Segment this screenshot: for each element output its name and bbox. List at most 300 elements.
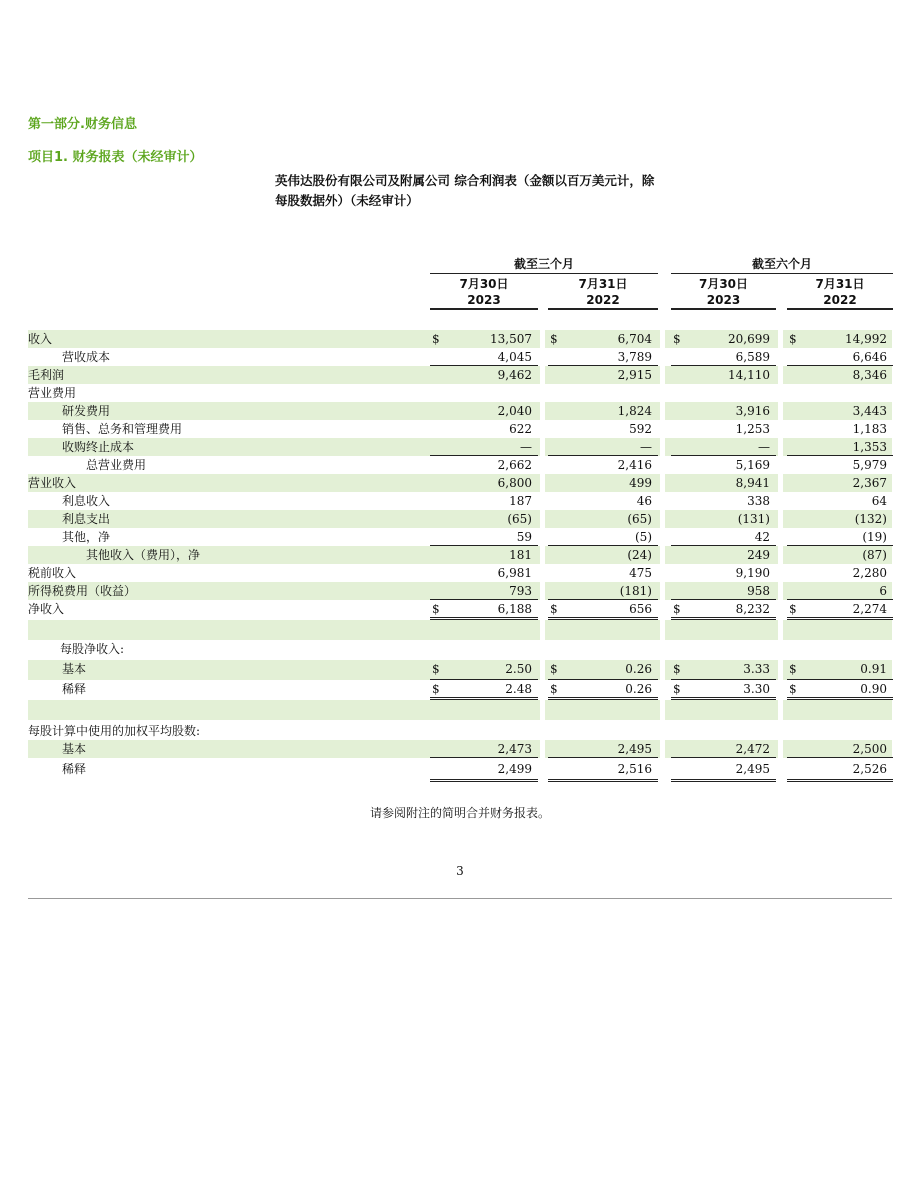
table-row — [28, 640, 892, 660]
value: 3.30 — [743, 682, 770, 696]
value-cell — [548, 722, 658, 740]
column-gap — [540, 564, 545, 582]
row-label: 营业费用 — [28, 386, 77, 400]
value: 9,462 — [497, 368, 532, 382]
value-cell — [671, 546, 776, 564]
row-label: 毛利润 — [28, 368, 65, 382]
value-cell — [430, 348, 538, 366]
value-cell — [787, 546, 893, 564]
column-header-year: 2022 — [586, 293, 620, 307]
value: 2,495 — [617, 742, 652, 756]
value-cell — [787, 510, 893, 528]
table-row — [28, 620, 892, 640]
value: — — [640, 440, 652, 454]
column-gap — [778, 420, 783, 438]
row-label: 总营业费用 — [86, 458, 147, 472]
value: 187 — [509, 494, 532, 508]
value-cell — [671, 366, 776, 384]
value-cell — [548, 330, 658, 348]
value-cell — [430, 474, 538, 492]
row-label: 其他收入（费用），净 — [86, 548, 201, 562]
column-gap — [540, 402, 545, 420]
column-gap — [540, 660, 545, 680]
value-cell — [548, 620, 658, 640]
value: 8,232 — [735, 602, 770, 616]
column-gap — [778, 492, 783, 510]
column-gap — [660, 456, 665, 474]
column-gap — [660, 420, 665, 438]
value-cell — [548, 528, 658, 546]
column-gap — [778, 600, 783, 620]
row-label: 每股计算中使用的加权平均股数: — [28, 724, 201, 738]
value-cell — [548, 660, 658, 680]
column-gap — [778, 330, 783, 348]
value-cell — [548, 740, 658, 758]
value-cell — [787, 760, 893, 782]
value: 8,941 — [735, 476, 770, 490]
value-cell — [787, 492, 893, 510]
column-gap — [540, 492, 545, 510]
value: — — [758, 440, 770, 454]
currency-symbol: $ — [673, 662, 681, 676]
column-gap — [540, 366, 545, 384]
value-cell — [787, 420, 893, 438]
value: 13,507 — [490, 332, 532, 346]
value-cell — [548, 402, 658, 420]
currency-symbol: $ — [550, 332, 558, 346]
row-label: 收购终止成本 — [62, 440, 135, 454]
value: 2,367 — [852, 476, 887, 490]
row-label: 稀释 — [62, 762, 87, 776]
value-cell — [548, 366, 658, 384]
value: (87) — [862, 548, 887, 562]
column-gap — [778, 620, 783, 640]
value: 2,280 — [852, 566, 887, 580]
column-gap — [660, 722, 665, 740]
value-cell — [787, 564, 893, 582]
value: 14,992 — [845, 332, 887, 346]
value-cell — [787, 620, 893, 640]
column-gap — [778, 474, 783, 492]
table-row — [28, 510, 892, 528]
column-gap — [660, 564, 665, 582]
value-cell — [430, 680, 538, 700]
value-cell — [548, 348, 658, 366]
row-label: 净收入 — [28, 602, 65, 616]
value: — — [520, 440, 532, 454]
currency-symbol: $ — [432, 332, 440, 346]
column-gap — [660, 760, 665, 782]
value-cell — [671, 700, 776, 720]
part-title: 第一部分.财务信息 — [28, 117, 137, 132]
column-gap — [660, 474, 665, 492]
value-cell — [548, 474, 658, 492]
value: (19) — [862, 530, 887, 544]
table-row — [28, 420, 892, 438]
value: 6,646 — [852, 350, 887, 364]
column-gap — [540, 700, 545, 720]
value-cell — [548, 564, 658, 582]
value-cell — [548, 582, 658, 600]
table-row — [28, 366, 892, 384]
value-cell — [787, 384, 893, 402]
value-cell — [671, 760, 776, 782]
value: 6,704 — [617, 332, 652, 346]
currency-symbol: $ — [432, 662, 440, 676]
value-cell — [787, 528, 893, 546]
value-cell — [787, 660, 893, 680]
column-gap — [660, 660, 665, 680]
value: 1,183 — [852, 422, 887, 436]
value-cell — [548, 640, 658, 660]
column-header — [548, 276, 658, 310]
value-cell — [671, 348, 776, 366]
value: 2,516 — [617, 762, 652, 776]
value: 1,824 — [617, 404, 652, 418]
value-cell — [787, 700, 893, 720]
value-cell — [671, 680, 776, 700]
value-cell — [430, 420, 538, 438]
row-label: 利息支出 — [62, 512, 111, 526]
value: 5,169 — [735, 458, 770, 472]
value: 9,190 — [735, 566, 770, 580]
value: 3,789 — [617, 350, 652, 364]
column-gap — [778, 510, 783, 528]
column-gap — [778, 640, 783, 660]
value: 2,915 — [617, 368, 652, 382]
item-title: 项目1. 财务报表（未经审计） — [28, 150, 203, 165]
row-label: 收入 — [28, 332, 53, 346]
table-row — [28, 680, 892, 700]
currency-symbol: $ — [673, 682, 681, 696]
column-gap — [778, 348, 783, 366]
value: 2.48 — [505, 682, 532, 696]
value-cell — [430, 330, 538, 348]
value: 2,662 — [497, 458, 532, 472]
page-number: 3 — [456, 864, 464, 878]
value-cell — [430, 582, 538, 600]
column-gap — [660, 620, 665, 640]
column-gap — [778, 456, 783, 474]
value: 1,253 — [735, 422, 770, 436]
value: 3.33 — [743, 662, 770, 676]
value: 2,473 — [497, 742, 532, 756]
value: (131) — [737, 512, 770, 526]
value-cell — [787, 348, 893, 366]
value: 4,045 — [497, 350, 532, 364]
column-gap — [660, 546, 665, 564]
value: (181) — [619, 584, 652, 598]
page-divider — [28, 898, 892, 899]
table-row — [28, 722, 892, 740]
column-gap — [778, 384, 783, 402]
table-row — [28, 402, 892, 420]
column-gap — [540, 740, 545, 758]
value-cell — [430, 564, 538, 582]
value-cell — [671, 660, 776, 680]
row-label: 其他，净 — [62, 530, 111, 544]
value: 64 — [871, 494, 887, 508]
row-label: 研发费用 — [62, 404, 111, 418]
value-cell — [671, 330, 776, 348]
table-row — [28, 740, 892, 758]
value: 6,589 — [735, 350, 770, 364]
value: 2,416 — [617, 458, 652, 472]
value: 622 — [509, 422, 532, 436]
value-cell — [671, 528, 776, 546]
column-gap — [778, 700, 783, 720]
value-cell — [430, 366, 538, 384]
value-cell — [671, 740, 776, 758]
value-cell — [787, 330, 893, 348]
value-cell — [671, 492, 776, 510]
value-cell — [671, 474, 776, 492]
footnote: 请参阅附注的简明合并财务报表。 — [369, 806, 550, 820]
value: 8,346 — [852, 368, 887, 382]
column-header-date: 7月31日 — [578, 277, 628, 291]
column-gap — [540, 456, 545, 474]
value: 2.50 — [505, 662, 532, 676]
row-label: 所得税费用（收益） — [28, 584, 137, 598]
value: 59 — [516, 530, 532, 544]
value-cell — [671, 510, 776, 528]
value-cell — [787, 402, 893, 420]
currency-symbol: $ — [789, 662, 797, 676]
currency-symbol: $ — [432, 602, 440, 616]
value: 2,499 — [497, 762, 532, 776]
column-gap — [778, 528, 783, 546]
value-cell — [430, 384, 538, 402]
table-row — [28, 384, 892, 402]
table-row — [28, 456, 892, 474]
value-cell — [430, 740, 538, 758]
value: 3,916 — [735, 404, 770, 418]
column-gap — [660, 700, 665, 720]
value: 5,979 — [852, 458, 887, 472]
column-gap — [660, 438, 665, 456]
value-cell — [430, 620, 538, 640]
value: 46 — [636, 494, 652, 508]
value-cell — [671, 402, 776, 420]
value: (24) — [627, 548, 652, 562]
value: (65) — [627, 512, 652, 526]
value: 0.26 — [625, 662, 652, 676]
column-gap — [660, 366, 665, 384]
currency-symbol: $ — [550, 682, 558, 696]
value-cell — [548, 456, 658, 474]
column-gap — [660, 384, 665, 402]
column-gap — [778, 402, 783, 420]
column-header — [787, 276, 893, 310]
column-gap — [660, 348, 665, 366]
value-cell — [430, 510, 538, 528]
row-label: 每股净收入: — [60, 642, 125, 656]
table-row — [28, 492, 892, 510]
currency-symbol: $ — [789, 602, 797, 616]
value: 20,699 — [728, 332, 770, 346]
value-cell — [430, 528, 538, 546]
value-cell — [671, 620, 776, 640]
value: 656 — [629, 602, 652, 616]
group-header-six-months: 截至六个月 — [671, 257, 893, 274]
column-header — [430, 276, 538, 310]
column-gap — [660, 640, 665, 660]
column-gap — [660, 740, 665, 758]
value-cell — [787, 366, 893, 384]
column-gap — [540, 582, 545, 600]
value-cell — [430, 402, 538, 420]
row-label: 营业收入 — [28, 476, 77, 490]
value-cell — [548, 680, 658, 700]
column-gap — [540, 760, 545, 782]
value-cell — [548, 510, 658, 528]
table-row — [28, 528, 892, 546]
column-gap — [660, 492, 665, 510]
value-cell — [787, 680, 893, 700]
value-cell — [430, 722, 538, 740]
table-row — [28, 546, 892, 564]
row-label: 基本 — [62, 742, 87, 756]
column-gap — [778, 564, 783, 582]
table-row — [28, 600, 892, 620]
value: 338 — [747, 494, 770, 508]
value: 1,353 — [852, 440, 887, 454]
value-cell — [430, 456, 538, 474]
row-label: 税前收入 — [28, 566, 77, 580]
value: 6,800 — [497, 476, 532, 490]
column-gap — [660, 510, 665, 528]
value-cell — [671, 420, 776, 438]
column-gap — [540, 640, 545, 660]
currency-symbol: $ — [432, 682, 440, 696]
value: 0.91 — [860, 662, 887, 676]
column-gap — [660, 402, 665, 420]
row-label: 基本 — [62, 662, 87, 676]
column-gap — [778, 438, 783, 456]
value: (5) — [635, 530, 652, 544]
column-gap — [778, 760, 783, 782]
column-gap — [540, 722, 545, 740]
column-gap — [660, 528, 665, 546]
column-gap — [540, 384, 545, 402]
column-gap — [540, 510, 545, 528]
column-gap — [660, 582, 665, 600]
value: 42 — [754, 530, 770, 544]
value-cell — [671, 456, 776, 474]
value-cell — [671, 582, 776, 600]
row-label: 营收成本 — [62, 350, 111, 364]
value: 2,526 — [852, 762, 887, 776]
value: (132) — [854, 512, 887, 526]
column-gap — [778, 582, 783, 600]
row-label: 利息收入 — [62, 494, 111, 508]
value-cell — [671, 384, 776, 402]
value: 181 — [509, 548, 532, 562]
statement-title: 英伟达股份有限公司及附属公司 综合利润表（金额以百万美元计，除每股数据外）（未经审计） — [275, 173, 655, 208]
column-gap — [540, 528, 545, 546]
table-row — [28, 438, 892, 456]
currency-symbol: $ — [789, 682, 797, 696]
column-gap — [778, 722, 783, 740]
value: 6,981 — [497, 566, 532, 580]
value-cell — [548, 700, 658, 720]
column-header-year: 2022 — [823, 293, 857, 307]
value-cell — [787, 722, 893, 740]
column-gap — [778, 546, 783, 564]
value-cell — [787, 438, 893, 456]
value-cell — [787, 600, 893, 620]
column-header-year: 2023 — [467, 293, 501, 307]
column-gap — [540, 546, 545, 564]
table-row — [28, 330, 892, 348]
column-gap — [540, 600, 545, 620]
value-cell — [430, 660, 538, 680]
table-row — [28, 660, 892, 680]
column-gap — [540, 474, 545, 492]
value: 2,040 — [497, 404, 532, 418]
value: 0.26 — [625, 682, 652, 696]
value-cell — [671, 600, 776, 620]
value-cell — [430, 600, 538, 620]
value: 6 — [879, 584, 887, 598]
value-cell — [430, 640, 538, 660]
currency-symbol: $ — [673, 332, 681, 346]
column-gap — [540, 438, 545, 456]
value: 2,495 — [735, 762, 770, 776]
value-cell — [430, 700, 538, 720]
column-gap — [778, 680, 783, 700]
value-cell — [430, 492, 538, 510]
value-cell — [548, 546, 658, 564]
table-row — [28, 564, 892, 582]
value-cell — [787, 474, 893, 492]
value-cell — [548, 600, 658, 620]
table-row — [28, 474, 892, 492]
table-row — [28, 348, 892, 366]
value: 793 — [509, 584, 532, 598]
value-cell — [548, 438, 658, 456]
column-header-date: 7月30日 — [459, 277, 509, 291]
column-header-date: 7月31日 — [815, 277, 865, 291]
column-gap — [778, 366, 783, 384]
column-header-year: 2023 — [706, 293, 741, 307]
column-gap — [540, 348, 545, 366]
value: (65) — [507, 512, 532, 526]
value: 499 — [629, 476, 652, 490]
value: 475 — [629, 566, 652, 580]
column-gap — [660, 680, 665, 700]
value-cell — [787, 456, 893, 474]
table-row — [28, 760, 892, 782]
column-header-date: 7月30日 — [698, 277, 749, 291]
value-cell — [548, 760, 658, 782]
value-cell — [548, 492, 658, 510]
value-cell — [671, 564, 776, 582]
value-cell — [430, 438, 538, 456]
table-row — [28, 582, 892, 600]
value: 958 — [747, 584, 770, 598]
value-cell — [548, 420, 658, 438]
value: 14,110 — [728, 368, 770, 382]
column-gap — [540, 620, 545, 640]
value-cell — [671, 722, 776, 740]
value-cell — [787, 740, 893, 758]
currency-symbol: $ — [550, 662, 558, 676]
value-cell — [787, 640, 893, 660]
column-gap — [540, 680, 545, 700]
row-label: 稀释 — [62, 682, 87, 696]
currency-symbol: $ — [673, 602, 681, 616]
